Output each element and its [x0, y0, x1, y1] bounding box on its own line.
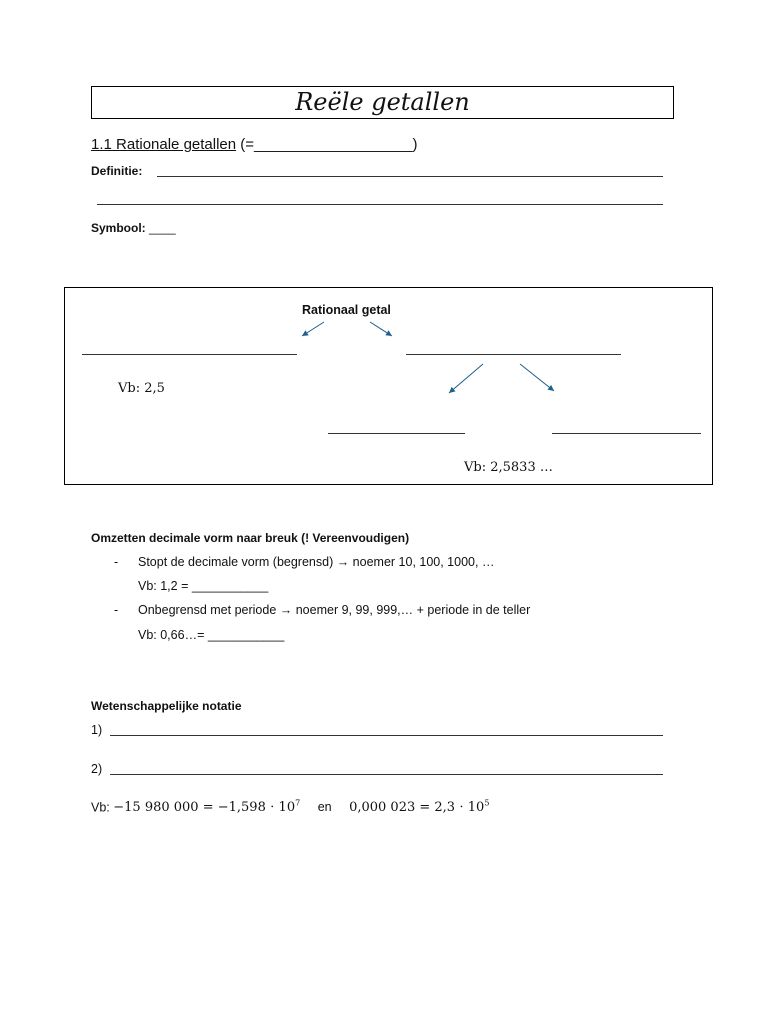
arrow-left — [302, 322, 324, 336]
conversion-bullet-1: - — [114, 555, 119, 569]
scientific-line-2[interactable] — [110, 774, 663, 775]
diagram-right-example: Vb: 2,5833 … — [464, 460, 553, 475]
scientific-example — [91, 799, 489, 815]
scientific-heading: Wetenschappelijke notatie — [91, 699, 242, 713]
conversion-bullet-2: - — [114, 603, 119, 617]
conversion-item-2: Onbegrensd met periode → noemer 9, 99, 999,… + periode in de teller — [138, 603, 531, 617]
diagram-blank-lower-right[interactable] — [552, 433, 701, 434]
scientific-example-1 — [113, 800, 300, 815]
scientific-item-1-number: 1) — [91, 723, 103, 737]
scientific-connector: en — [317, 800, 332, 815]
scientific-item-2-number: 2) — [91, 762, 103, 776]
diagram-blank-lower-left[interactable] — [328, 433, 465, 434]
diagram-root-label: Rationaal getal — [302, 303, 391, 317]
diagram-blank-right[interactable] — [406, 354, 621, 355]
diagram-left-example: Vb: 2,5 — [118, 381, 165, 396]
arrow-lower-left — [449, 364, 483, 393]
section-heading-blank: (=___________________) — [240, 136, 418, 153]
symbol-label-text: Symbool: — [91, 221, 146, 235]
scientific-line-1[interactable] — [110, 735, 663, 736]
example-2-text: 0,000 023 = 2,3 ⋅ 10 — [349, 800, 485, 816]
example-1-text: −15 980 000 = −1,598 ⋅ 10 — [113, 800, 296, 816]
conversion-heading: Omzetten decimale vorm naar breuk (! Vereenvoudigen) — [91, 531, 410, 545]
scientific-example-2 — [349, 800, 489, 815]
conversion-example-2: Vb: 0,66…= ___________ — [138, 628, 285, 642]
scientific-example-label: Vb: — [91, 800, 110, 815]
section-heading-text: 1.1 Rationale getallen — [91, 136, 237, 153]
conversion-item-1: Stopt de decimale vorm (begrensd) → noemer 10, 100, 1000, … — [138, 555, 495, 569]
symbol-blank[interactable]: ____ — [149, 221, 176, 235]
page-title: Reële getallen — [91, 86, 674, 119]
definition-label: Definitie: — [91, 164, 143, 178]
arrow-lower-right — [520, 364, 554, 391]
conversion-example-1: Vb: 1,2 = ___________ — [138, 579, 269, 593]
arrow-right — [370, 322, 392, 336]
diagram-blank-left[interactable] — [82, 354, 297, 355]
example-2-exponent: 5 — [484, 799, 490, 808]
example-1-exponent: 7 — [295, 799, 301, 808]
